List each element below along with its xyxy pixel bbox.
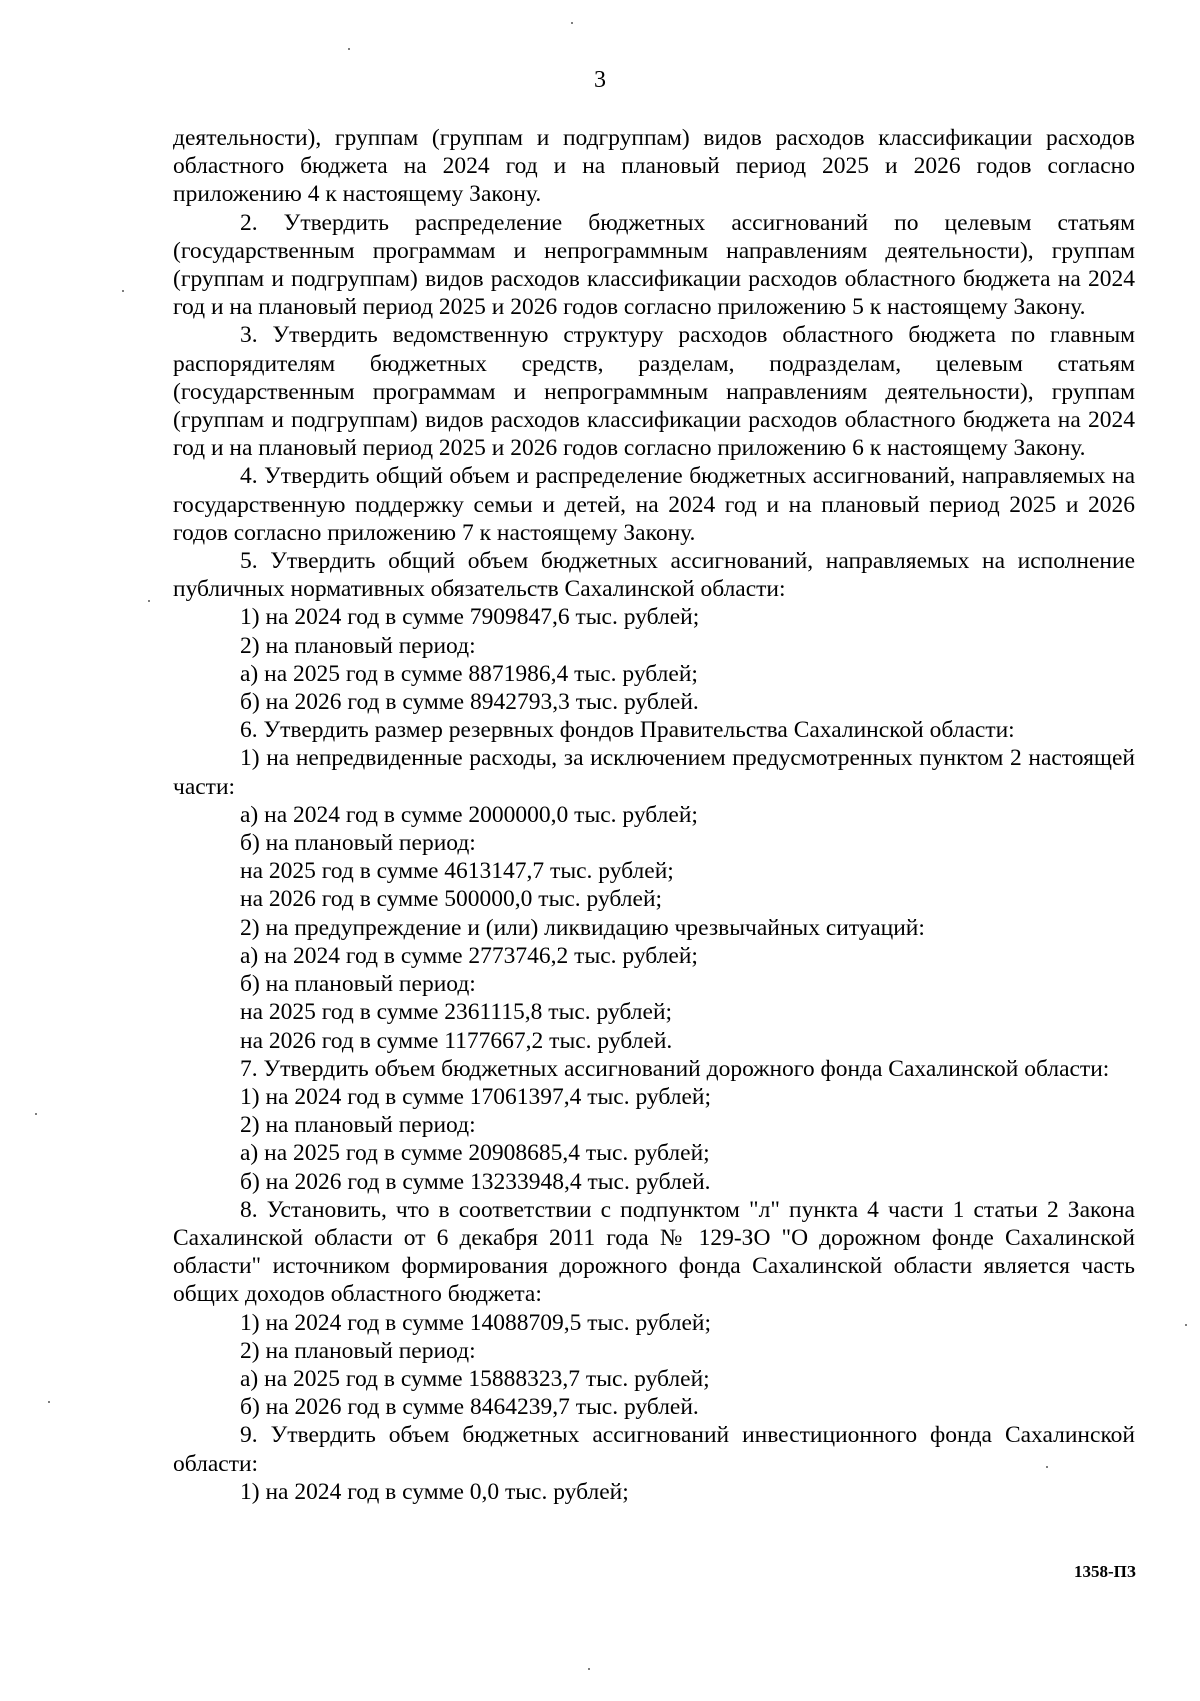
list-item: 2) на плановый период: — [240, 632, 476, 659]
list-item: б) на плановый период: — [240, 830, 476, 857]
list-item: а) на 2025 год в сумме 20908685,4 тыс. рублей; — [240, 1140, 710, 1167]
list-item: 1) на 2024 год в сумме 14088709,5 тыс. рублей; — [240, 1309, 711, 1336]
page-number: 3 — [594, 67, 606, 93]
scan-speck — [48, 1401, 50, 1403]
scan-speck — [148, 600, 150, 602]
scan-speck — [348, 48, 350, 50]
paragraph-item-8: 8. Установить, что в соответствии с подпунктом "л" пункта 4 части 1 статьи 2 Закона Сахалинской области от 6 декабря 2011 года № 129-ЗО "О дорожном фонде Сахалинской области" источником формирования дорожного фонда Сахалинской области является часть общих доходов областного бюджета: — [173, 1196, 1135, 1308]
list-item: а) на 2025 год в сумме 15888323,7 тыс. рублей; — [240, 1365, 710, 1392]
scan-speck — [1046, 1466, 1048, 1468]
paragraph-item-2: 2. Утвердить распределение бюджетных ассигнований по целевым статьям (государственным программам и непрограммным направлениям деятельности), группам (группам и подгруппам) видов расходов классификации расходов областного бюджета на 2024 год и на плановый период 2025 и 2026 годов согласно приложению 5 к настоящему Закону. — [173, 209, 1135, 321]
list-item: на 2025 год в сумме 4613147,7 тыс. рублей; — [240, 858, 674, 885]
list-item: б) на 2026 год в сумме 13233948,4 тыс. рублей. — [240, 1168, 711, 1195]
scan-speck — [122, 290, 124, 292]
paragraph-item-5: 5. Утвердить общий объем бюджетных ассигнований, направляемых на исполнение публичных нормативных обязательств Сахалинской области: — [173, 548, 1135, 603]
list-item: 1) на 2024 год в сумме 17061397,4 тыс. рублей; — [240, 1083, 711, 1110]
list-item: 1) на непредвиденные расходы, за исключением предусмотренных пунктом 2 настоящей части: — [173, 745, 1135, 800]
list-item: 1) на 2024 год в сумме 7909847,6 тыс. рублей; — [240, 604, 700, 631]
paragraph-item-7: 7. Утвердить объем бюджетных ассигнований дорожного фонда Сахалинской области: — [240, 1055, 1110, 1082]
list-item: 2) на плановый период: — [240, 1337, 476, 1364]
list-item: а) на 2024 год в сумме 2773746,2 тыс. рублей; — [240, 942, 698, 969]
list-item: 2) на плановый период: — [240, 1112, 476, 1139]
list-item: 1) на 2024 год в сумме 0,0 тыс. рублей; — [240, 1478, 629, 1505]
paragraph-item-9: 9. Утвердить объем бюджетных ассигнований инвестиционного фонда Сахалинской области: — [173, 1422, 1135, 1477]
paragraph-item-6: 6. Утвердить размер резервных фондов Правительства Сахалинской области: — [240, 717, 1015, 744]
scan-speck — [1185, 1324, 1187, 1326]
list-item: б) на 2026 год в сумме 8464239,7 тыс. рублей. — [240, 1394, 699, 1421]
scan-speck — [588, 1668, 590, 1670]
paragraph-item-4: 4. Утвердить общий объем и распределение бюджетных ассигнований, направляемых на государственную поддержку семьи и детей, на 2024 год и на плановый период 2025 и 2026 годов согласно приложению 7 к настоящему Закону. — [173, 463, 1135, 546]
list-item: на 2026 год в сумме 1177667,2 тыс. рублей. — [240, 1027, 673, 1054]
document-code: 1358-ПЗ — [1074, 1562, 1136, 1581]
list-item: б) на 2026 год в сумме 8942793,3 тыс. рублей. — [240, 689, 699, 716]
list-item: на 2025 год в сумме 2361115,8 тыс. рублей; — [240, 999, 673, 1026]
list-item: а) на 2024 год в сумме 2000000,0 тыс. рублей; — [240, 801, 698, 828]
scan-speck — [35, 1113, 37, 1115]
paragraph-item-3: 3. Утвердить ведомственную структуру расходов областного бюджета по главным распорядителям бюджетных средств, разделам, подразделам, целевым статьям (государственным программам и непрограммным направлениям деятельности), группам (группам и подгруппам) видов расходов классификации расходов областного бюджета на 2024 год и на плановый период 2025 и 2026 годов согласно приложению 6 к настоящему Закону. — [173, 322, 1135, 462]
list-item: на 2026 год в сумме 500000,0 тыс. рублей; — [240, 886, 663, 913]
scan-speck — [571, 22, 573, 24]
list-item: а) на 2025 год в сумме 8871986,4 тыс. рублей; — [240, 660, 698, 687]
list-item: 2) на предупреждение и (или) ликвидацию чрезвычайных ситуаций: — [240, 914, 925, 941]
paragraph-continuation: деятельности), группам (группам и подгруппам) видов расходов классификации расходов областного бюджета на 2024 год и на плановый период 2025 и 2026 годов согласно приложению 4 к настоящему Закону. — [173, 125, 1135, 208]
document-body — [173, 124, 1135, 1506]
list-item: б) на плановый период: — [240, 971, 476, 998]
